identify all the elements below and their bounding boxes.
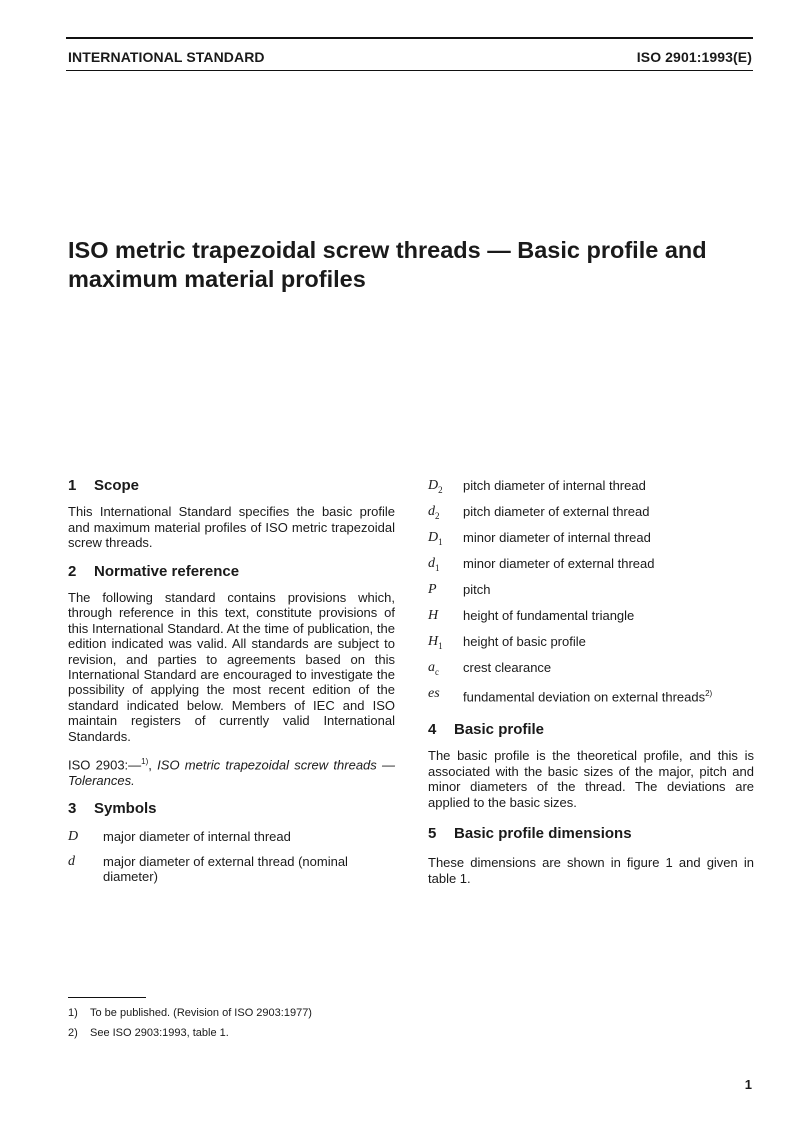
dimensions-text: These dimensions are shown in figure 1 and given in table 1. [428,855,754,886]
top-rule [66,37,753,39]
symbol: $D_2$ [428,478,443,495]
symbol-row [428,634,754,660]
footnote-mark: 2) [68,1027,78,1039]
section-basic-profile-heading [428,722,754,737]
header-document-id: ISO 2901:1993(E) [636,49,752,65]
symbol: D [68,828,79,844]
section-title: Basic profile dimensions [454,825,632,843]
symbol-row [428,660,754,686]
section-dimensions-heading [428,826,754,841]
symbols-list-right [428,478,754,712]
symbol-description: major diameter of external thread (nominal diameter) [103,854,348,885]
symbol-row [428,478,754,504]
symbol: $a_c$ [428,660,439,677]
symbol: H [428,608,439,623]
page-number: 1 [744,1077,752,1092]
symbols-list-left [68,829,395,885]
section-title: Symbols [94,800,157,818]
footnote-mark: 1) [68,1007,78,1019]
reference-code: ISO 2903:— [68,757,142,773]
footnote-mark: 2) [705,689,713,698]
page-title: ISO metric trapezoidal screw threads — Basic profile and maximum material profiles [68,237,707,292]
section-scope-heading [68,478,395,493]
section-number: 5 [428,825,437,843]
footnote-text: To be published. (Revision of ISO 2903:1977) [90,1007,312,1019]
section-normative-heading [68,564,395,579]
section-number: 1 [68,477,77,494]
footnote-mark: 1) [141,757,149,767]
left-column [68,478,395,885]
symbol-description: pitch diameter of external thread [463,504,650,519]
footnote-text: See ISO 2903:1993, table 1. [90,1027,229,1039]
symbol-description: crest clearance [463,660,552,675]
section-symbols-heading [68,801,395,816]
symbol-description: fundamental deviation on external threads$^{2)}$ [463,689,713,705]
section-title: Basic profile [454,721,545,738]
symbol-description: minor diameter of external thread [463,556,655,571]
reference-title: ISO metric trapezoidal screw threads — Tolerances. [68,757,396,788]
symbol-row [68,829,395,844]
symbol-row [428,530,754,556]
symbol-description: height of fundamental triangle [463,608,635,623]
symbol: $D_1$ [428,530,443,547]
section-title: Normative reference [94,562,240,580]
footnote-rule [68,997,146,998]
symbol: $d_2$ [428,504,440,521]
symbol-row [428,582,754,608]
section-number: 3 [68,800,77,818]
header-rule [66,70,753,71]
basic-profile-text: The basic profile is the theoretical profile, and this is associated with the basic sizes of the major, pitch and minor diameters of the thread. The deviations are applied to the basic sizes. [428,748,754,810]
scope-text: This International Standard specifies the basic profile and maximum material profiles of ISO metric trapezoidal screw threads. [68,504,395,551]
symbol-row [68,854,395,885]
symbol-row [428,556,754,582]
symbol-row [428,504,754,530]
section-number: 4 [428,721,437,738]
symbol-description: height of basic profile [463,634,586,649]
symbol-row [428,686,754,712]
header-standard-type: INTERNATIONAL STANDARD [68,49,265,65]
symbol: d [68,854,75,870]
section-title: Scope [94,477,140,494]
symbol: es [428,686,440,701]
normative-text: The following standard contains provisions which, through reference in this text, constitute provisions of this International Standard. At the time of publication, the edition indicated was valid. All standards are subject to revision, and parties to agreements based on this International Standard are encouraged to investigate the possibility of applying the most recent edition of the standard indicated below. Members of IEC and ISO maintain registers of currently valid International Standards. [68,590,395,744]
symbol-description: major diameter of internal thread [103,828,291,844]
symbol: $H_1$ [428,634,443,651]
footnote-2 [68,1027,229,1039]
symbol: P [428,582,437,597]
symbol-description: pitch [463,582,491,597]
right-column [428,478,754,886]
footnote-1 [68,1007,312,1019]
symbol-description: minor diameter of internal thread [463,530,651,545]
symbol: $d_1$ [428,556,440,573]
normative-reference: ISO 2903:—$^{1)}$, ISO metric trapezoidal screw threads — Tolerances. [68,757,396,788]
symbol-row [428,608,754,634]
symbol-description: pitch diameter of internal thread [463,478,646,493]
section-number: 2 [68,562,77,580]
